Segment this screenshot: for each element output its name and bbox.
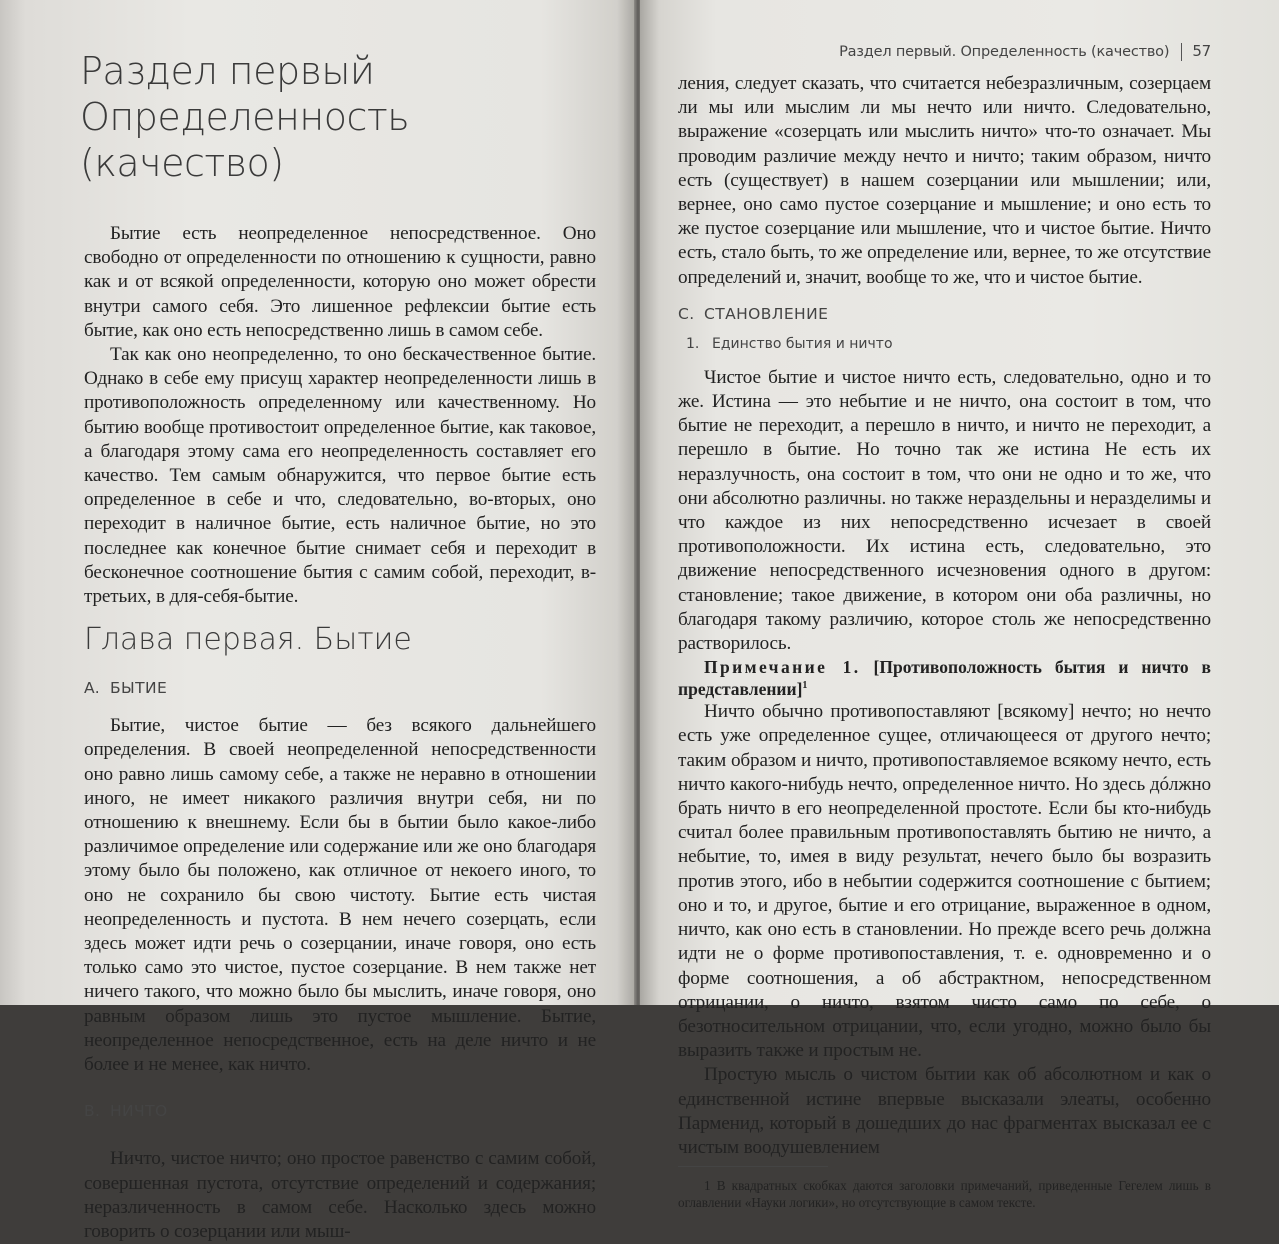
intro-block xyxy=(84,222,596,609)
footnote-marker: 1 xyxy=(704,1178,711,1194)
footnote-text: В квадратных скобках даются заголовки примечаний, приведенные Гегелем лишь в оглавлении «Науки логики», но отсутствующие в самом тексте. xyxy=(678,1178,1212,1211)
subsection-1-title: Единство бытия и ничто xyxy=(712,335,893,352)
footnote-rule xyxy=(678,1166,828,1167)
page-number: 57 xyxy=(1192,42,1211,60)
subsection-c-title: СТАНОВЛЕНИЕ xyxy=(704,304,829,323)
subsection-a-title: БЫТИЕ xyxy=(110,679,168,698)
intro-paragraph-2: Так как оно неопределенно, то оно бескачественное бытие. Однако в себе ему присущ характер неопределенности лишь в противоположность определенному или качественному. Но бытию вообще противостоит определенное бытие, как таковое, а благодаря этому сама его неопределенность составляет его качество. Тем самым обнаружится, что первое бытие есть определенное в себе и что, следовательно, во-вторых, оно переходит в наличное бытие, есть наличное бытие, но это последнее как конечное бытие снимает себя и переходит в бесконечное соотношение бытия с самим собой, переходит, в-третьих, в для-себя-бытие. xyxy=(84,344,596,608)
subsection-b-heading xyxy=(84,1101,596,1121)
note-paragraph-2: Простую мысль о чистом бытии как об абсолютном и как о единственной истине впервые высказали элеаты, особенно Парменид, который в дошедших до нас фрагментах высказал ее с чистым воодушевлением xyxy=(678,1064,1211,1158)
subsection-b-title: НИЧТО xyxy=(110,1102,168,1121)
continued-paragraph: ления, следует сказать, что считается небезразличным, созерцаем ли мы или мыслим ли мы нечто или ничто. Следовательно, выражение «созерцать или мыслить ничто» что-то означает. Мы проводим различие между нечто и ничто; таким образом, ничто есть (существует) в нашем созерцании или мышлении; или, вернее, оно само пустое созерцание и мышление; и оно есть то же пустое созерцание или мышление, что и чистое бытие. Ничто есть, стало быть, то же определение или, вернее, то же отсутствие определений и, значит, вообще то же, что и чистое бытие. xyxy=(678,73,1211,288)
intro-paragraph-1: Бытие есть неопределенное непосредственное. Оно свободно от определенности по отношению к сущности, равно как и от всякой определенности, которую оно может обрести внутри самого себя. Это лишенное рефлексии бытие есть бытие, как оно есть непосредственно лишь в самом себе. xyxy=(84,223,596,341)
subsection-b-letter: B. xyxy=(84,1102,101,1121)
right-page xyxy=(640,0,1279,1211)
being-paragraph: Бытие, чистое бытие — без всякого дальнейшего определения. В своей неопределенной непосредственности оно равно лишь самому себе, а также не неравно в отношении иного, не имеет никакого различия внутри себя, ни по отношению к внешнему. Если бы в бытии было какое-либо различимое определение или содержание или же оно благодаря этому было бы положено, как отличное от некоего иного, то оно не сохранило бы свою чистоту. Бытие есть чистая неопределенность и пустота. В нем нечего созерцать, если здесь может идти речь о созерцании, иначе говоря, оно есть только само это чистое, пустое созерцание. В нем также нет ничего такого, что можно было бы мыслить, иначе говоря, оно равным образом лишь это пустое мышление. Бытие, неопределенное непосредственное, есть на деле ничто и не более и не менее, как ничто. xyxy=(84,715,596,1076)
section-title xyxy=(80,48,596,186)
running-head-title: Раздел первый. Определенность (качество) xyxy=(839,44,1170,60)
section-title-line-1: Раздел первый xyxy=(80,49,375,93)
running-head-separator xyxy=(1181,43,1182,61)
subsection-1-number: 1. xyxy=(686,335,700,352)
note-title: [Противоположность бытия и ничто в представлении] xyxy=(678,657,1212,700)
footnote xyxy=(678,1177,1211,1211)
becoming-paragraph: Чистое бытие и чистое ничто есть, следовательно, одно и то же. Истина — это небытие и не ничто, она состоит в том, что бытие не переходит, а перешло в ничто, и ничто не переходит, а перешло в бытие. Но точно так же истина Не есть их неразлучность, она состоит в том, что они не одно и то же, что они абсолютно различны. но также нераздельны и неразделимы и что каждое из них непосредственно исчезает в своей противоположности. Их истина есть, следовательно, это движение непосредственного исчезновения одного в другом: становление; такое движение, в котором они оба различны, но благодаря такому различию, которое столь же непосредственно растворилось. xyxy=(678,366,1211,655)
subsection-a-letter: A. xyxy=(84,679,101,698)
subsection-a-heading xyxy=(84,678,596,698)
right-body xyxy=(678,72,1211,1211)
chapter-title: Глава первая. Бытие xyxy=(84,622,412,658)
note-paragraph-1: Ничто обычно противопоставляют [всякому] нечто; но нечто есть уже определенное сущее, отличающееся от другого нечто; таким образом и ничто, противопоставляемое всякому нечто, есть ничто какого-нибудь нечто, определенное ничто. Но здесь дóлжно брать ничто в его неопределенной простоте. Если бы кто-нибудь считал более правильным противопоставлять бытию не ничто, а небытие, то, имея в виду результат, нечего было бы возразить против этого, ибо в небытии содержится соотношение с бытием; оно и то, и другое, бытие и его отрицание, выраженное в одном, ничто, как оно есть в становлении. Но прежде всего речь должна идти не о форме противопоставления, т. е. одновременно и о форме соотношения, а об абстрактном, непосредственном отрицании, о ничто, взятом чисто само по себе, о безотносительном отрицании, что, если угодно, можно было бы выразить также и простым не. xyxy=(678,701,1211,1062)
subsection-1-heading xyxy=(686,336,1211,352)
note-label: Примечание 1. xyxy=(704,657,861,678)
left-page xyxy=(0,0,636,1242)
subsection-c-heading xyxy=(678,304,1211,324)
nothing-paragraph: Ничто, чистое ничто; оно простое равенство с самим собой, совершенная пустота, отсутствие определений и содержания; неразличенность в самом себе. Насколько здесь можно говорить о созерцании или мыш- xyxy=(84,1148,596,1242)
note-heading xyxy=(678,656,1211,700)
section-title-line-2: Определенность (качество) xyxy=(80,95,410,185)
note-footnote-marker: 1 xyxy=(802,680,808,692)
running-head xyxy=(839,42,1211,61)
subsection-c-letter: C. xyxy=(678,304,695,323)
